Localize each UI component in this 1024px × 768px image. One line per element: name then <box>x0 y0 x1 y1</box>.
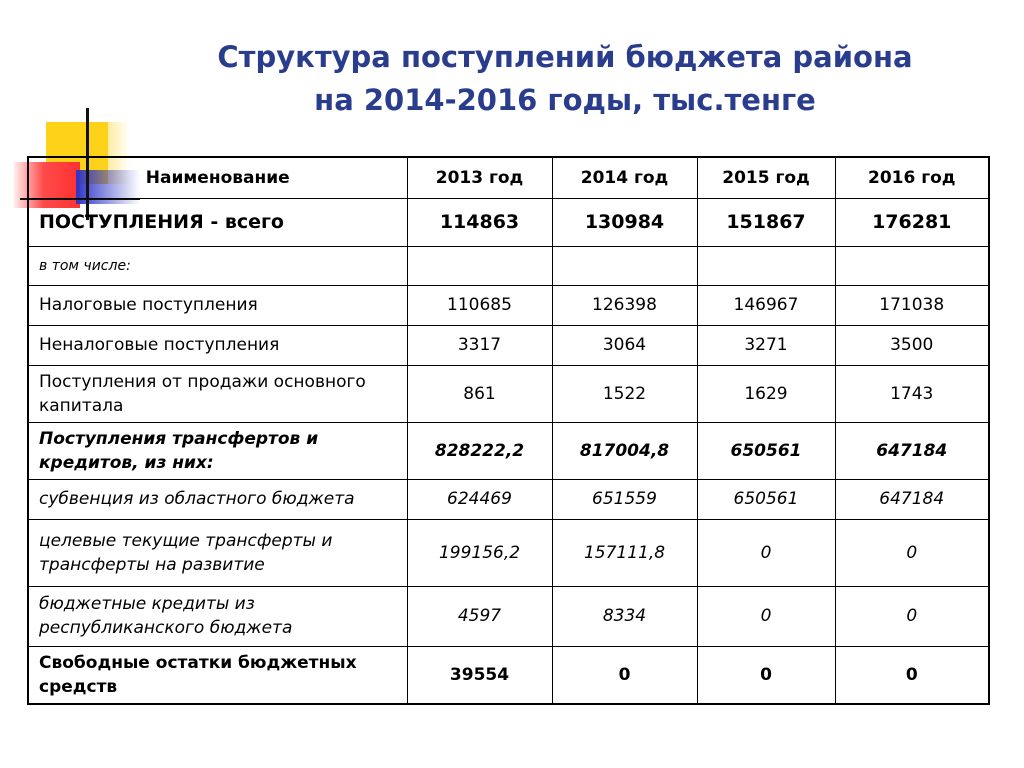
cell-2014: 157111,8 <box>552 519 697 586</box>
cell-2015: 1629 <box>697 365 835 422</box>
cell-2014: 651559 <box>552 479 697 519</box>
table-header-row <box>28 157 989 198</box>
row-label: Неналоговые поступления <box>28 325 407 365</box>
cell-2016: 3500 <box>835 325 989 365</box>
cell-2014: 8334 <box>552 586 697 646</box>
cell-2015: 0 <box>697 646 835 704</box>
table-row-target-transfers <box>28 519 989 586</box>
cell-2014: 0 <box>552 646 697 704</box>
cell-2014: 1522 <box>552 365 697 422</box>
row-label: субвенция из областного бюджета <box>28 479 407 519</box>
row-label: Налоговые поступления <box>28 285 407 325</box>
cell-2015: 146967 <box>697 285 835 325</box>
cell-2016: 176281 <box>835 198 989 246</box>
table-row-tax <box>28 285 989 325</box>
table-row-free-balances <box>28 646 989 704</box>
cell-2013: 828222,2 <box>407 422 552 479</box>
cell-2016: 647184 <box>835 479 989 519</box>
cell-2015: 151867 <box>697 198 835 246</box>
row-label: ПОСТУПЛЕНИЯ - всего <box>28 198 407 246</box>
cell-2013: 4597 <box>407 586 552 646</box>
cell-2015 <box>697 246 835 285</box>
cell-2015: 650561 <box>697 422 835 479</box>
title-line-2: на 2014-2016 годы, тыс.тенге <box>314 83 816 117</box>
row-label: Свободные остатки бюджетных средств <box>28 646 407 704</box>
cell-2015: 0 <box>697 519 835 586</box>
row-label: целевые текущие трансферты и трансферты на развитие <box>28 519 407 586</box>
cell-2014: 126398 <box>552 285 697 325</box>
table-row-subvention <box>28 479 989 519</box>
cell-2013: 110685 <box>407 285 552 325</box>
cell-2015: 3271 <box>697 325 835 365</box>
cell-2016: 1743 <box>835 365 989 422</box>
cell-2014: 817004,8 <box>552 422 697 479</box>
table-row-including <box>28 246 989 285</box>
cell-2013: 3317 <box>407 325 552 365</box>
header-2014: 2014 год <box>552 157 697 198</box>
row-label: Поступления от продажи основного капитала <box>28 365 407 422</box>
cell-2014: 3064 <box>552 325 697 365</box>
row-label: в том числе: <box>28 246 407 285</box>
title-line-1: Структура поступлений бюджета района <box>217 40 913 74</box>
cell-2015: 650561 <box>697 479 835 519</box>
table-row-transfers <box>28 422 989 479</box>
cell-2013: 624469 <box>407 479 552 519</box>
header-2013: 2013 год <box>407 157 552 198</box>
table-row-total <box>28 198 989 246</box>
table-row-budget-credits <box>28 586 989 646</box>
cell-2015: 0 <box>697 586 835 646</box>
cell-2016: 0 <box>835 646 989 704</box>
table-row-nontax <box>28 325 989 365</box>
row-label: бюджетные кредиты из республиканского бюджета <box>28 586 407 646</box>
cell-2013: 199156,2 <box>407 519 552 586</box>
budget-table <box>27 156 990 705</box>
table-row-capital-sales <box>28 365 989 422</box>
cell-2016: 0 <box>835 519 989 586</box>
cell-2016: 647184 <box>835 422 989 479</box>
cell-2016 <box>835 246 989 285</box>
cell-2013: 39554 <box>407 646 552 704</box>
cell-2013 <box>407 246 552 285</box>
header-2016: 2016 год <box>835 157 989 198</box>
header-2015: 2015 год <box>697 157 835 198</box>
cell-2013: 861 <box>407 365 552 422</box>
page-title <box>130 36 1000 122</box>
cell-2016: 171038 <box>835 285 989 325</box>
cell-2014 <box>552 246 697 285</box>
cell-2016: 0 <box>835 586 989 646</box>
row-label: Поступления трансфертов и кредитов, из них: <box>28 422 407 479</box>
header-name: Наименование <box>28 157 407 198</box>
cell-2013: 114863 <box>407 198 552 246</box>
cell-2014: 130984 <box>552 198 697 246</box>
